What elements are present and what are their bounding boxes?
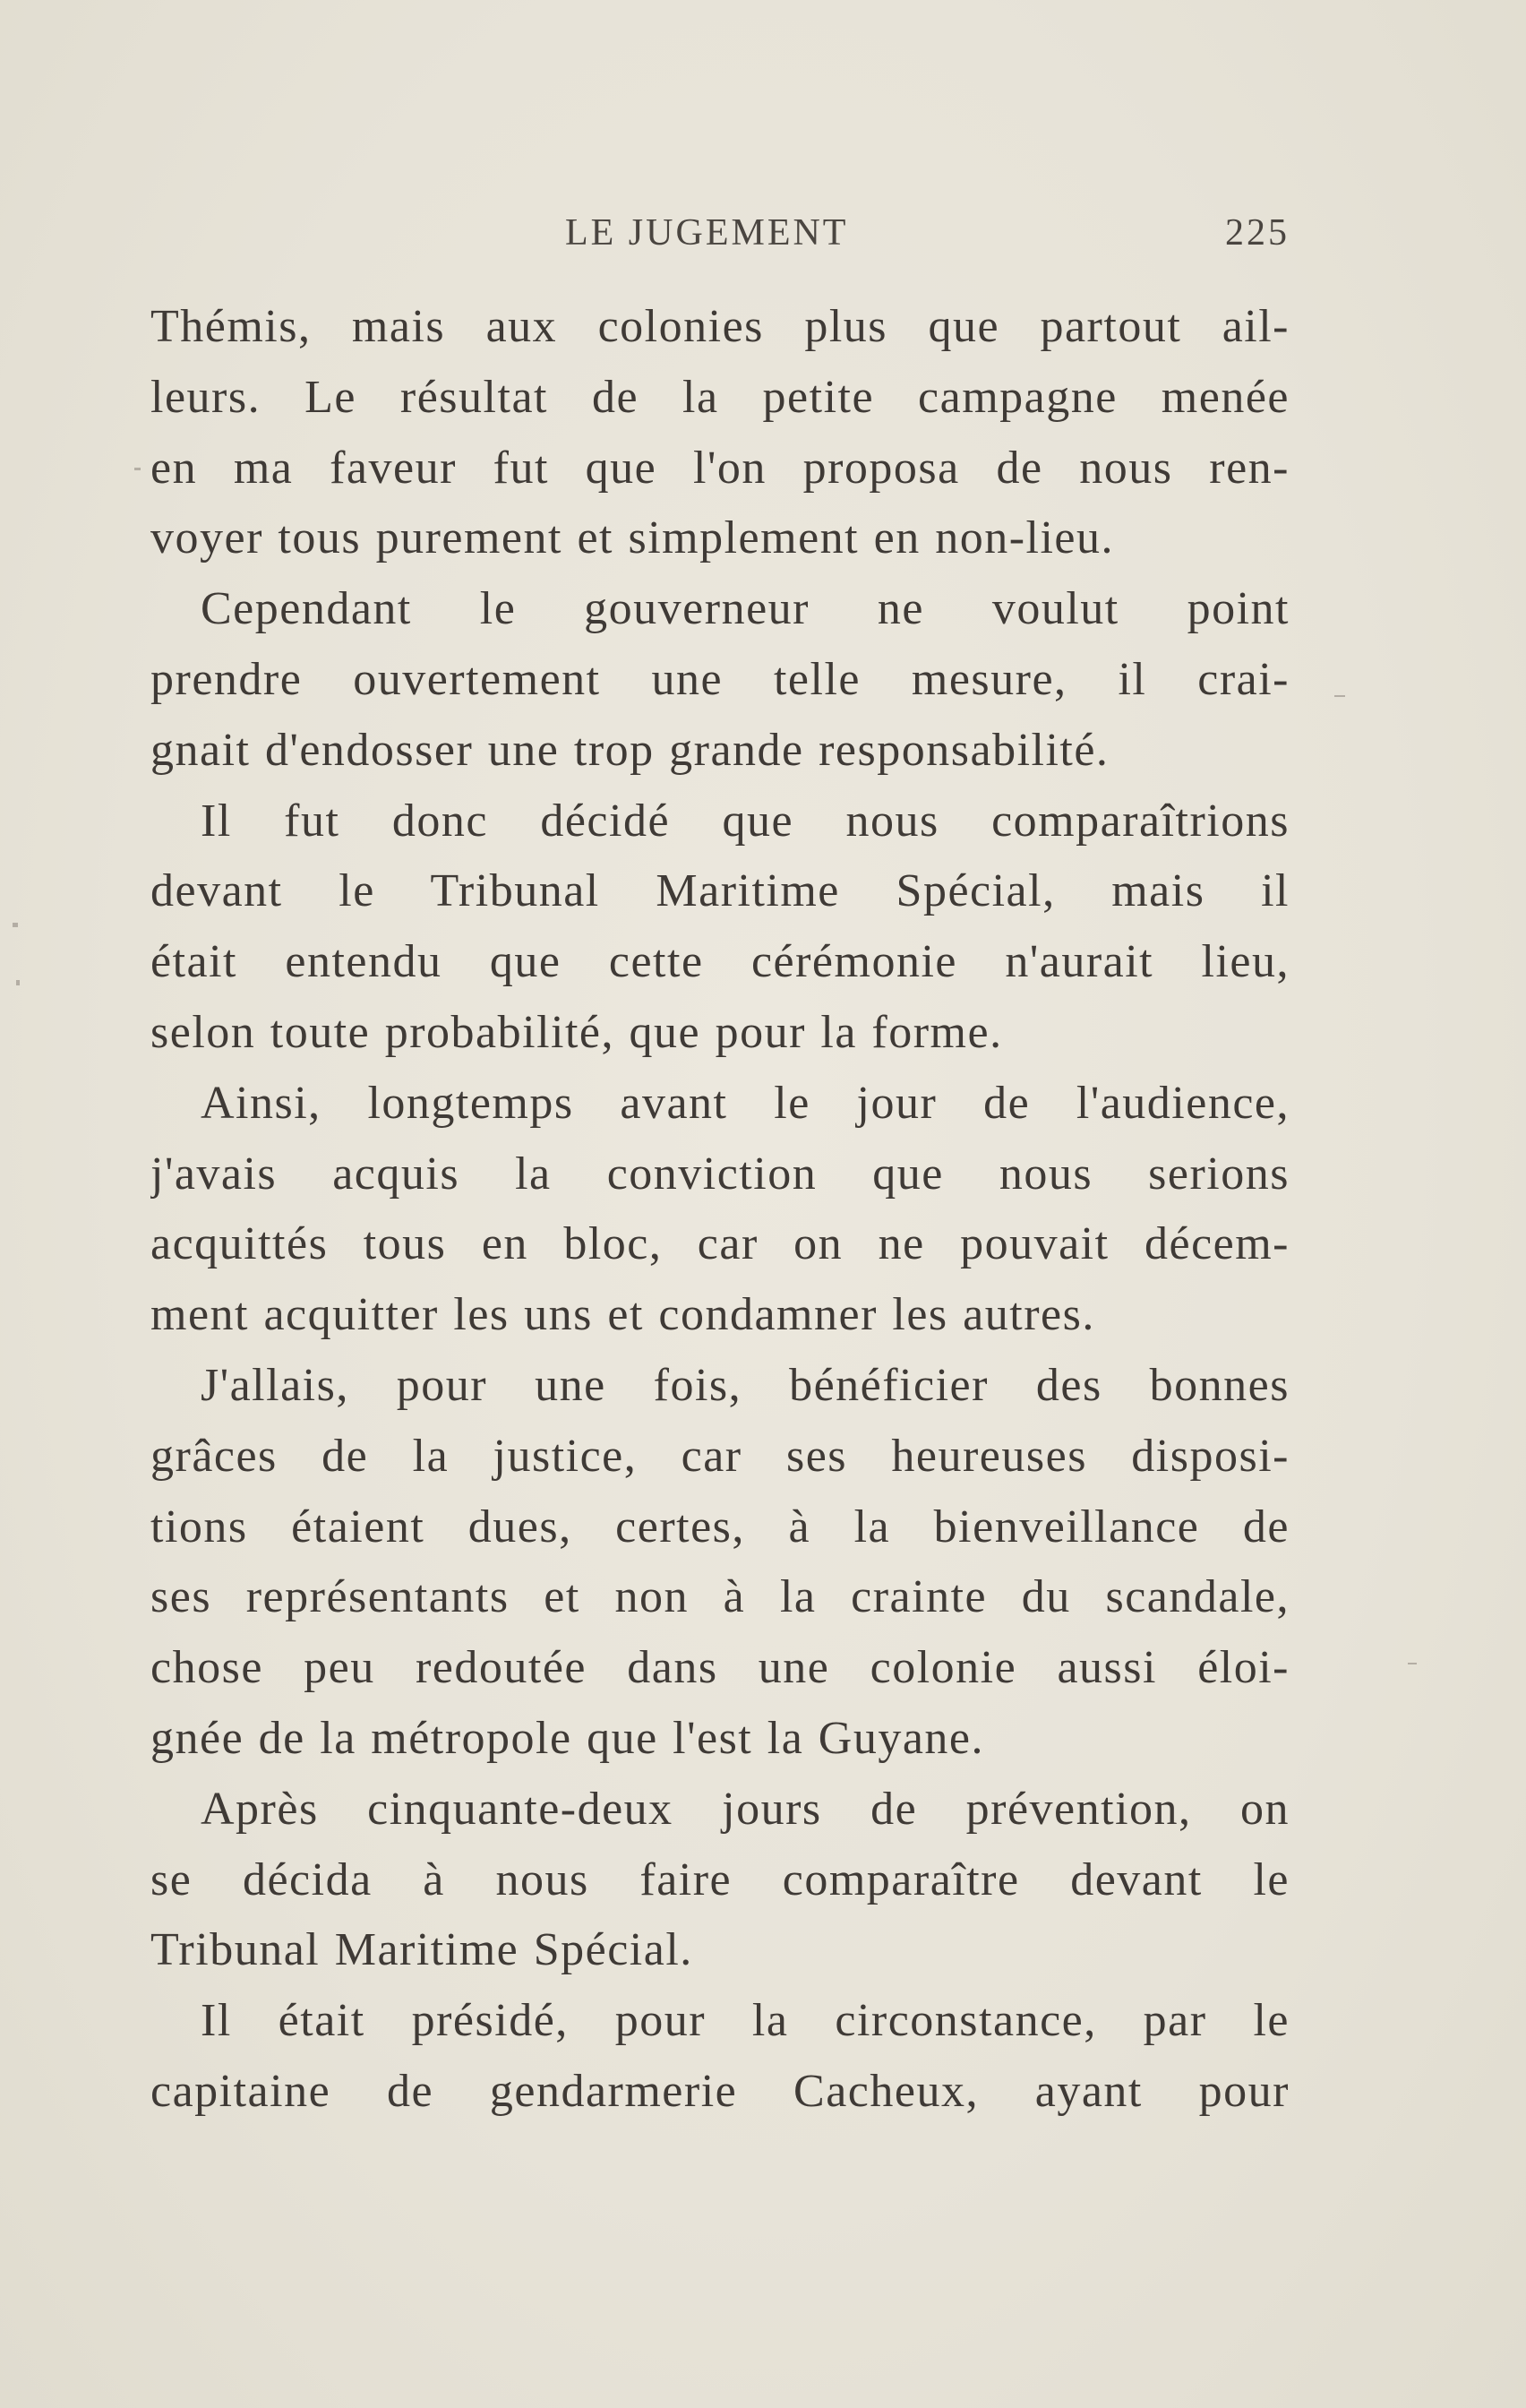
margin-speck <box>13 923 18 927</box>
text-line: gnait d'endosser une trop grande responsabilité. <box>150 724 1110 776</box>
paragraph-first-line: Après cinquante-deux jours de prévention, on <box>201 1783 1290 1835</box>
text-line: se décida à nous faire comparaître devant le <box>150 1853 1290 1905</box>
margin-speck <box>1408 1663 1417 1664</box>
text-line: gnée de la métropole que l'est la Guyane. <box>150 1712 984 1764</box>
margin-speck <box>1334 695 1345 697</box>
running-head <box>150 211 1290 256</box>
text-line: grâces de la justice, car ses heureuses disposi- <box>150 1430 1290 1482</box>
text-line: voyer tous purement et simplement en non-lieu. <box>150 512 1114 564</box>
text-line: devant le Tribunal Maritime Spécial, mais il <box>150 865 1290 917</box>
text-line: selon toute probabilité, que pour la forme. <box>150 1006 1003 1058</box>
text-line: Tribunal Maritime Spécial. <box>150 1924 693 1976</box>
text-line: j'avais acquis la conviction que nous serions <box>150 1148 1290 1200</box>
paragraph-first-line: Il fut donc décidé que nous comparaîtrions <box>201 795 1290 847</box>
text-line: prendre ouvertement une telle mesure, il crai- <box>150 653 1290 705</box>
text-line: chose peu redoutée dans une colonie aussi éloi- <box>150 1642 1290 1694</box>
text-line: était entendu que cette cérémonie n'aurait lieu, <box>150 936 1290 988</box>
paragraph-first-line: Ainsi, longtemps avant le jour de l'audience, <box>201 1077 1290 1129</box>
margin-speck <box>16 980 20 985</box>
text-line: acquittés tous en bloc, car on ne pouvait décem- <box>150 1218 1290 1270</box>
margin-speck <box>134 468 141 470</box>
page-number: 225 <box>1225 212 1290 254</box>
text-line: ses représentants et non à la crainte du scandale, <box>150 1571 1290 1623</box>
paragraph-first-line: Il était présidé, pour la circonstance, par le <box>201 1995 1290 2047</box>
text-line: Thémis, mais aux colonies plus que partout ail- <box>150 301 1290 352</box>
paragraph-first-line: Cependant le gouverneur ne voulut point <box>201 583 1290 635</box>
paragraph-first-line: J'allais, pour une fois, bénéficier des bonnes <box>201 1359 1290 1411</box>
text-line: capitaine de gendarmerie Cacheux, ayant pour <box>150 2065 1290 2117</box>
text-line: en ma faveur fut que l'on proposa de nous ren- <box>150 442 1290 494</box>
body-text <box>150 292 1290 2128</box>
running-title: LE JUGEMENT <box>565 212 849 254</box>
text-line: tions étaient dues, certes, à la bienveillance de <box>150 1501 1290 1552</box>
text-line: leurs. Le résultat de la petite campagne menée <box>150 371 1290 423</box>
text-line: ment acquitter les uns et condamner les autres. <box>150 1289 1095 1341</box>
